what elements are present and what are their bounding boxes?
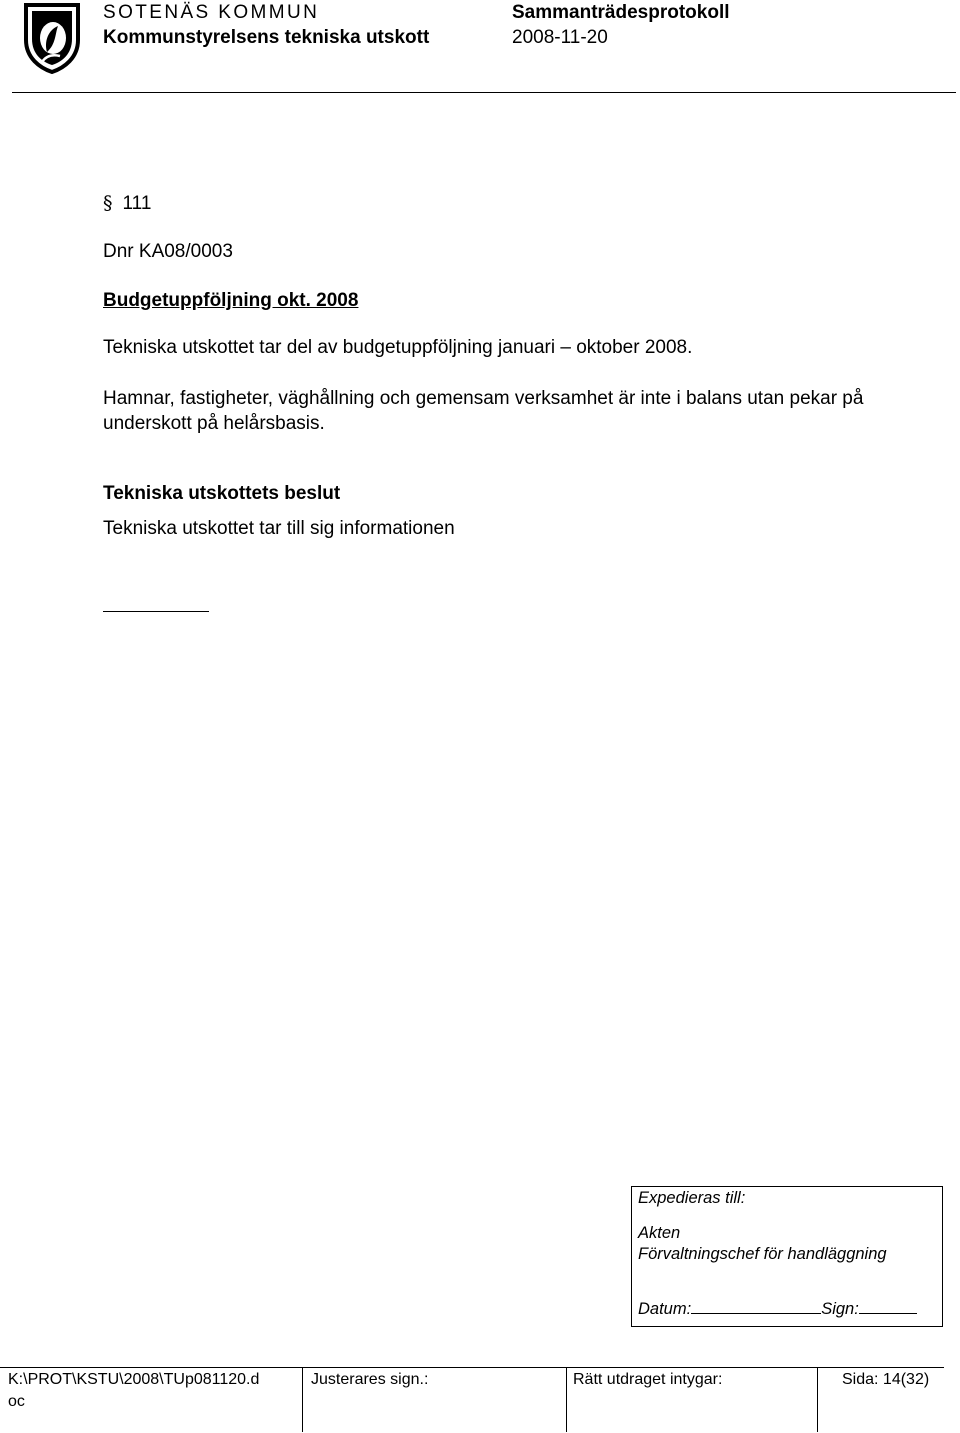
date-line [691, 1299, 821, 1314]
footer-divider [817, 1368, 818, 1432]
page-number: Sida: 14(32) [842, 1371, 930, 1388]
footer-table [0, 1367, 944, 1432]
paragraph-2: Hamnar, fastigheter, väghållning och gemensam verksamhet är inte i balans utan pekar på underskott på helårsbasis. [103, 388, 864, 434]
recipient-item: Förvaltningschef för handläggning [638, 1245, 887, 1263]
diary-number: Dnr KA08/0003 [103, 241, 233, 262]
paragraph-1: Tekniska utskottet tar del av budgetuppföljning januari – oktober 2008. [103, 337, 693, 358]
decision-heading: Tekniska utskottets beslut [103, 483, 341, 504]
date-label: Datum: [638, 1300, 692, 1318]
date-sign-row [638, 1299, 917, 1319]
section-symbol: § [103, 192, 113, 214]
item-subject: Budgetuppföljning okt. 2008 [103, 290, 359, 311]
file-path-line-2: oc [8, 1393, 25, 1410]
document-type: Sammanträdesprotokoll [512, 2, 730, 23]
distribution-heading: Expedieras till: [638, 1189, 746, 1207]
section-number-value: 111 [122, 193, 152, 214]
distribution-box [631, 1186, 943, 1327]
meeting-date: 2008-11-20 [512, 27, 608, 48]
committee-name: Kommunstyrelsens tekniska utskott [103, 27, 430, 48]
footer-divider [302, 1368, 303, 1432]
recipient-item: Akten [638, 1224, 681, 1242]
decision-text: Tekniska utskottet tar till sig informationen [103, 518, 455, 539]
header-divider [12, 92, 956, 93]
sign-label: Sign: [821, 1300, 859, 1318]
municipal-coat-of-arms-icon [22, 2, 82, 74]
section-number [103, 192, 151, 215]
file-path-line-1: K:\PROT\KSTU\2008\TUp081120.d [8, 1371, 260, 1388]
certified-label: Rätt utdraget intygar: [573, 1371, 723, 1388]
adjuster-label: Justerares sign.: [311, 1371, 429, 1388]
sign-line [859, 1299, 917, 1314]
end-of-item-rule [103, 611, 209, 612]
organization-name: SOTENÄS KOMMUN [103, 2, 320, 23]
footer-divider [566, 1368, 567, 1432]
